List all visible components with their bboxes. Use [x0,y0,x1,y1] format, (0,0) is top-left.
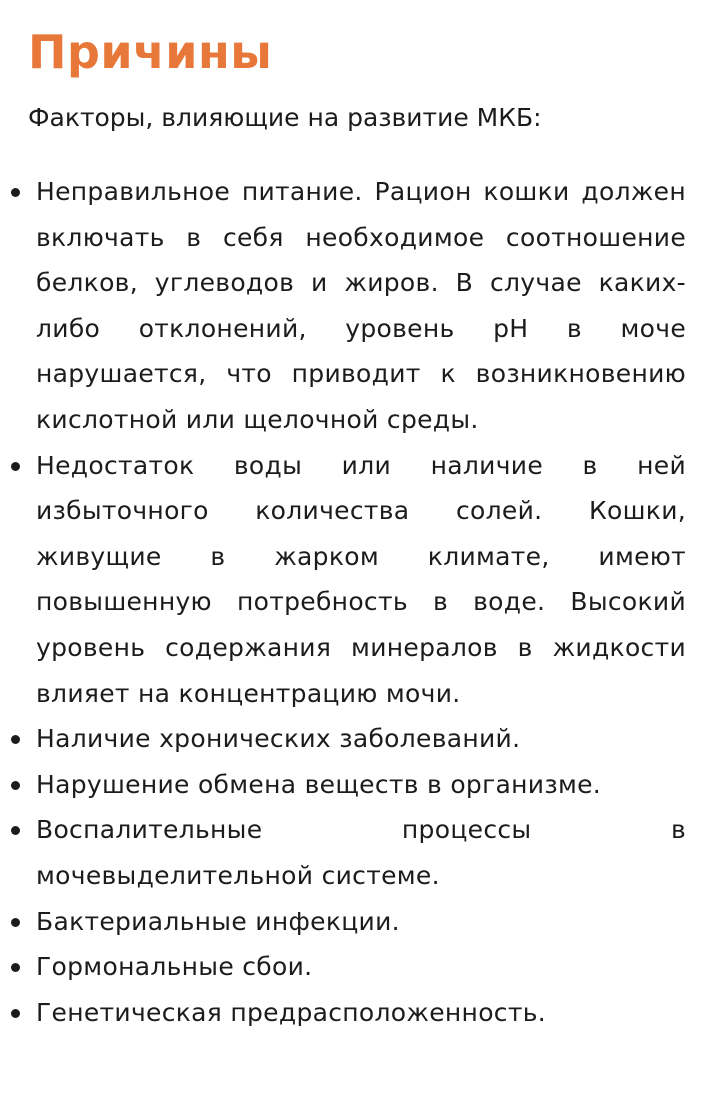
list-item [0,944,720,990]
bullet-icon [11,918,20,927]
bullet-icon [11,735,20,744]
list-item [0,899,720,945]
bullet-icon [11,188,20,197]
list-item [0,990,720,1036]
list-item [0,716,720,762]
list-item-text: Гормональные сбои. [36,952,313,982]
list-item-text: Воспалительные процессы в мочевыделительной системе. [36,815,686,890]
list-item [0,762,720,808]
list-item-text: Бактериальные инфекции. [36,906,400,936]
list-item [0,807,720,898]
bullet-icon [11,781,20,790]
bullet-icon [11,1009,20,1018]
section-heading: Причины [28,25,273,79]
bullet-icon [11,462,20,471]
bullet-icon [11,826,20,835]
intro-text: Факторы, влияющие на развитие МКБ: [28,103,542,132]
list-item [0,443,720,717]
list-item-text: Генетическая предрасположенность. [36,997,546,1027]
list-item-text: Недостаток воды или наличие в ней избыточного количества солей. Кошки, живущие в жарком климате, имеют повышенную потребность в воде. Высокий уровень содержания минералов в жидкости влияет на концентрацию мочи. [36,450,686,708]
list-item-text: Неправильное питание. Рацион кошки должен включать в себя необходимое соотношение белков, углеводов и жиров. В случае каких-либо отклонений, уровень рН в моче нарушается, что приводит к возникновению кислотной или щелочной среды. [36,177,686,434]
bullet-icon [11,963,20,972]
list-item-text: Наличие хронических заболеваний. [36,724,521,754]
list-item [0,169,720,443]
causes-list [0,169,720,1035]
list-item-text: Нарушение обмена веществ в организме. [36,769,602,799]
